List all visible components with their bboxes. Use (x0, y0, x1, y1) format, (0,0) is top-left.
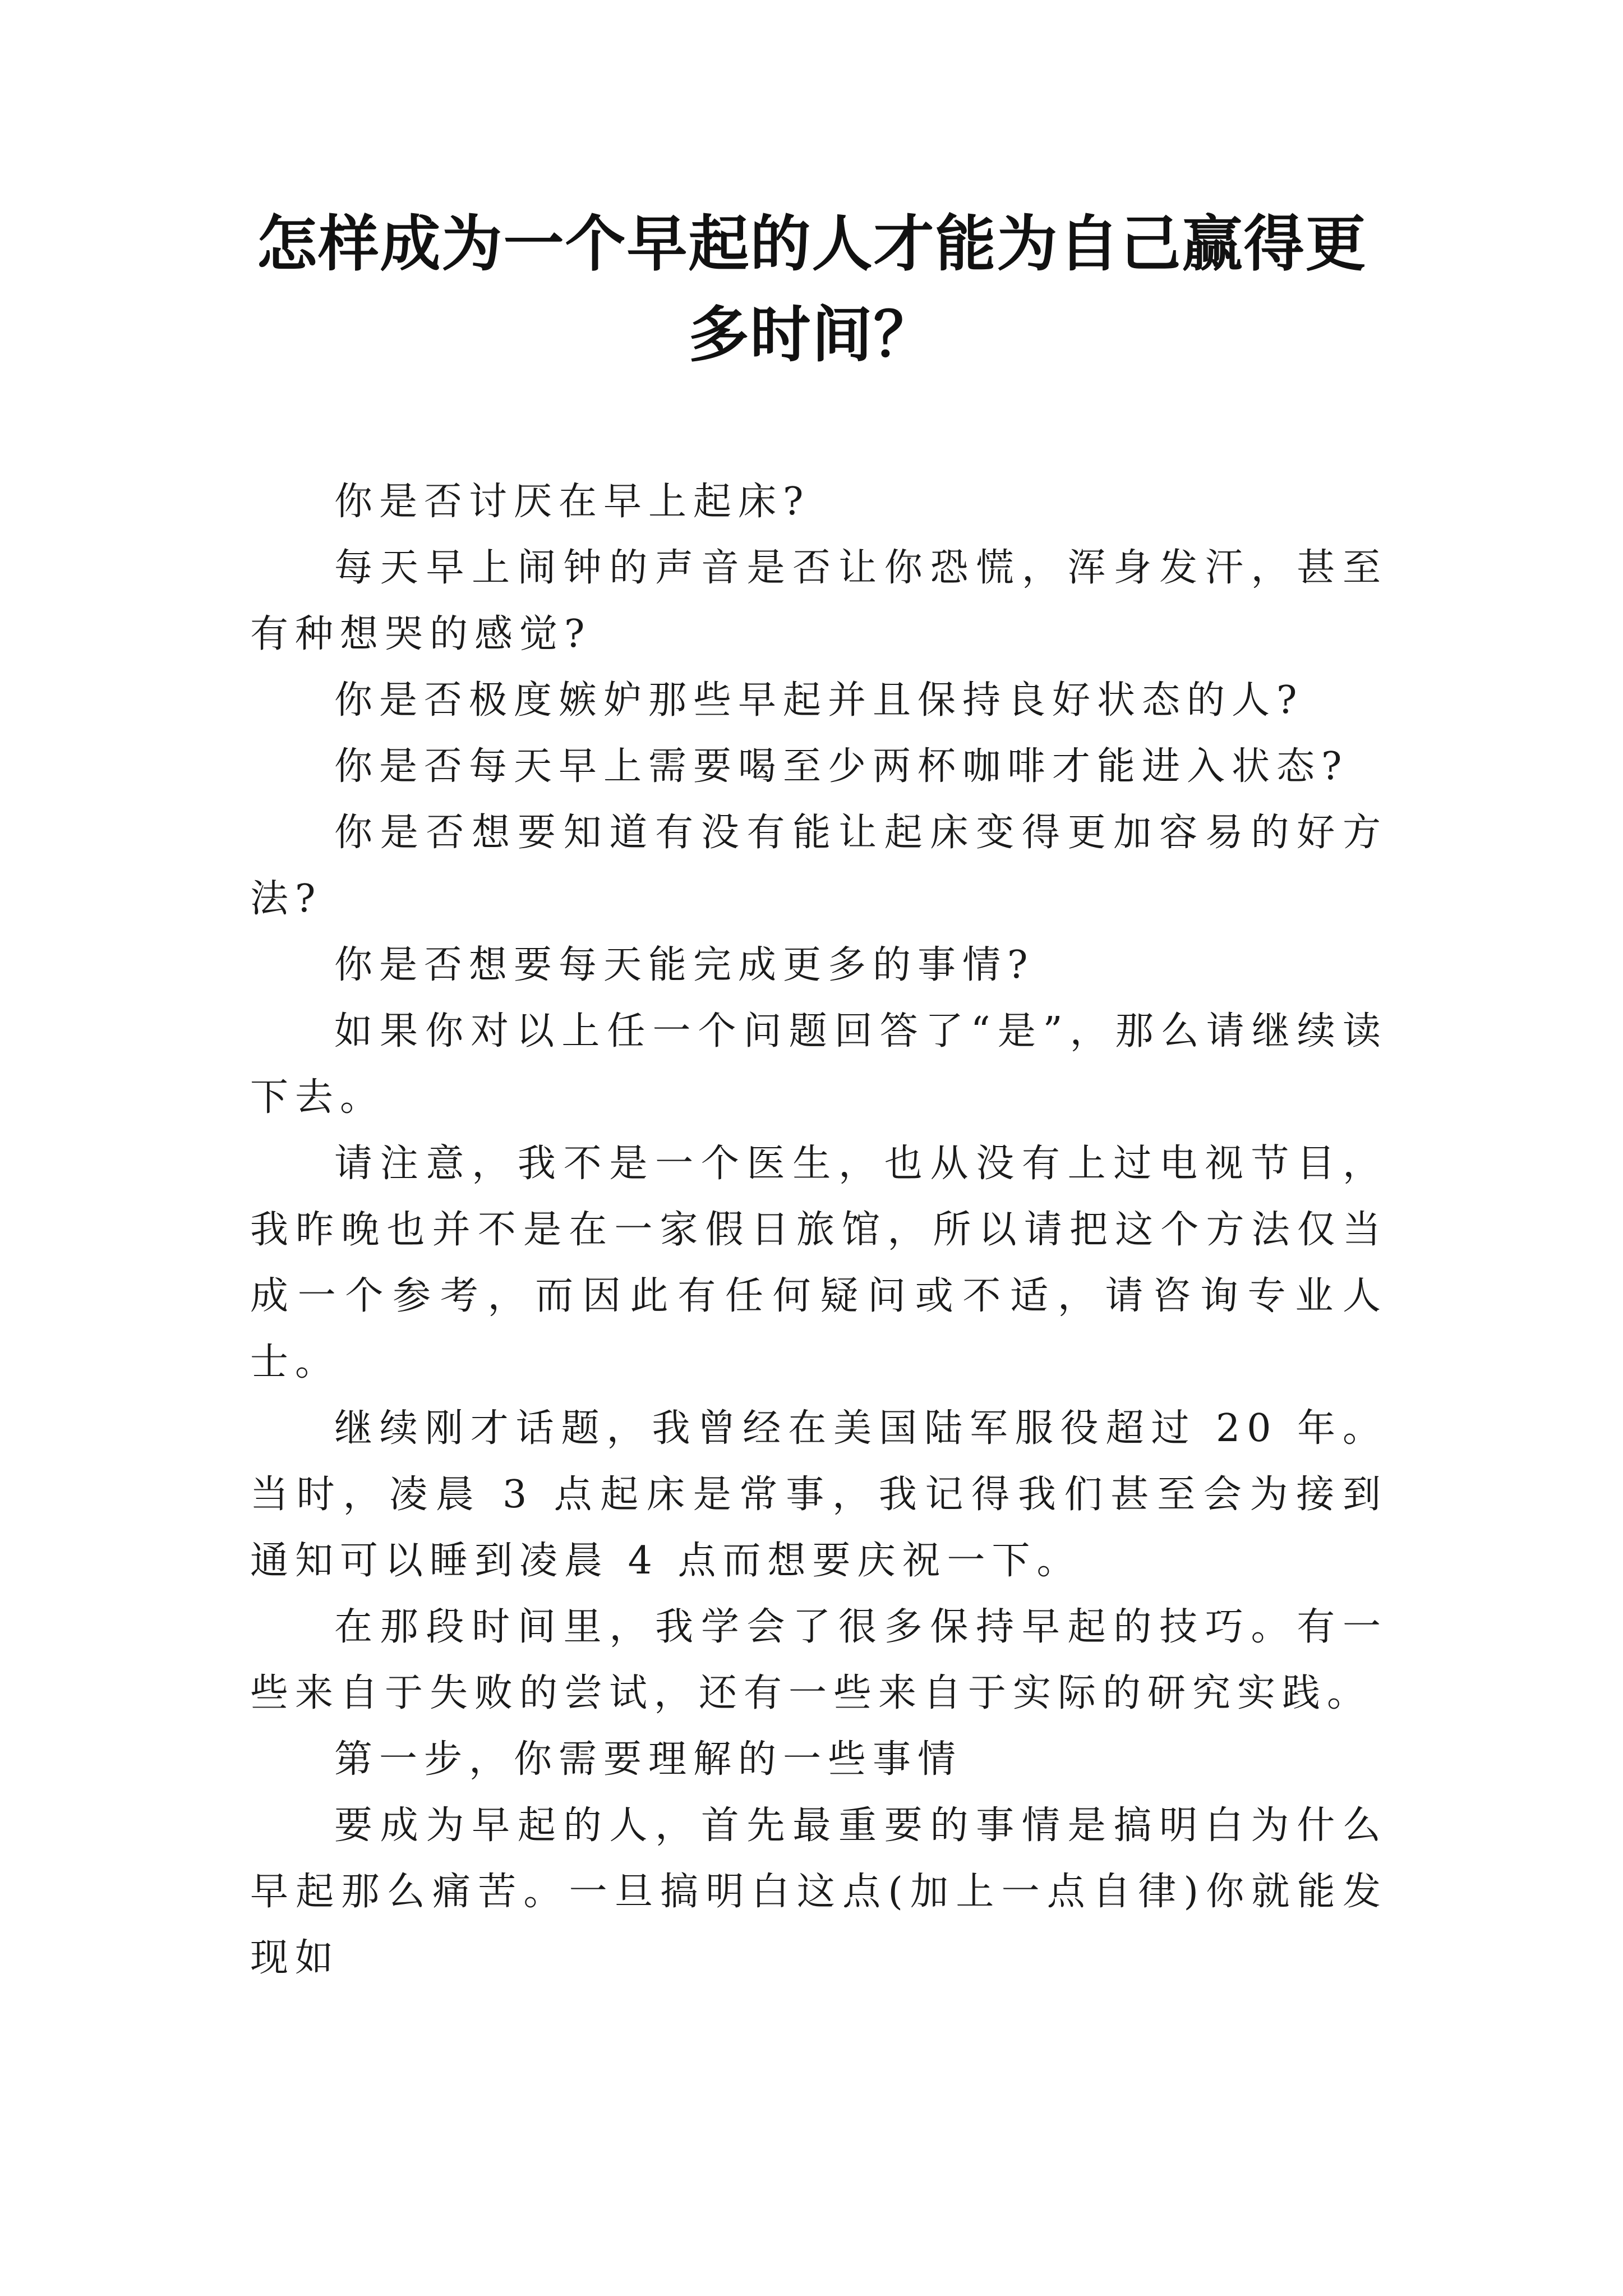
document-body (250, 469, 1387, 1991)
paragraph-4: 你是否每天早上需要喝至少两杯咖啡才能进入状态? (334, 744, 1349, 789)
section-heading-step-one: 第一步，你需要理解的一些事情 (334, 1737, 963, 1782)
paragraph-1: 你是否讨厌在早上起床? (334, 480, 810, 524)
paragraph-9: 继续刚才话题，我曾经在美国陆军服役超过 20 年。当时，凌晨 3 点起床是常事，我记得我们甚至会为接到通知可以睡到凌晨 4 点而想要庆祝一下。 (250, 1406, 1387, 1583)
paragraph-10: 在那段时间里，我学会了很多保持早起的技巧。有一些来自于失败的尝试，还有一些来自于实际的研究实践。 (250, 1605, 1387, 1715)
paragraph-5: 你是否想要知道有没有能让起床变得更加容易的好方法? (250, 811, 1387, 921)
document-title: 怎样成为一个早起的人才能为自己赢得更多时间？ (256, 209, 1367, 370)
paragraph-7: 如果你对以上任一个问题回答了“是”，那么请继续读下去。 (250, 1009, 1387, 1120)
paragraph-8: 请注意，我不是一个医生，也从没有上过电视节目，我昨晚也并不是在一家假日旅馆，所以请把这个方法仅当成一个参考，而因此有任何疑问或不适，请咨询专业人士。 (250, 1142, 1387, 1384)
paragraph-6: 你是否想要每天能完成更多的事情? (334, 943, 1035, 987)
paragraph-12: 要成为早起的人，首先最重要的事情是搞明白为什么早起那么痛苦。一旦搞明白这点(加上一点自律)你就能发现如 (250, 1803, 1387, 1980)
paragraph-2: 每天早上闹钟的声音是否让你恐慌，浑身发汗，甚至有种想哭的感觉? (250, 546, 1387, 656)
paragraph-3: 你是否极度嫉妒那些早起并且保持良好状态的人? (334, 678, 1304, 723)
